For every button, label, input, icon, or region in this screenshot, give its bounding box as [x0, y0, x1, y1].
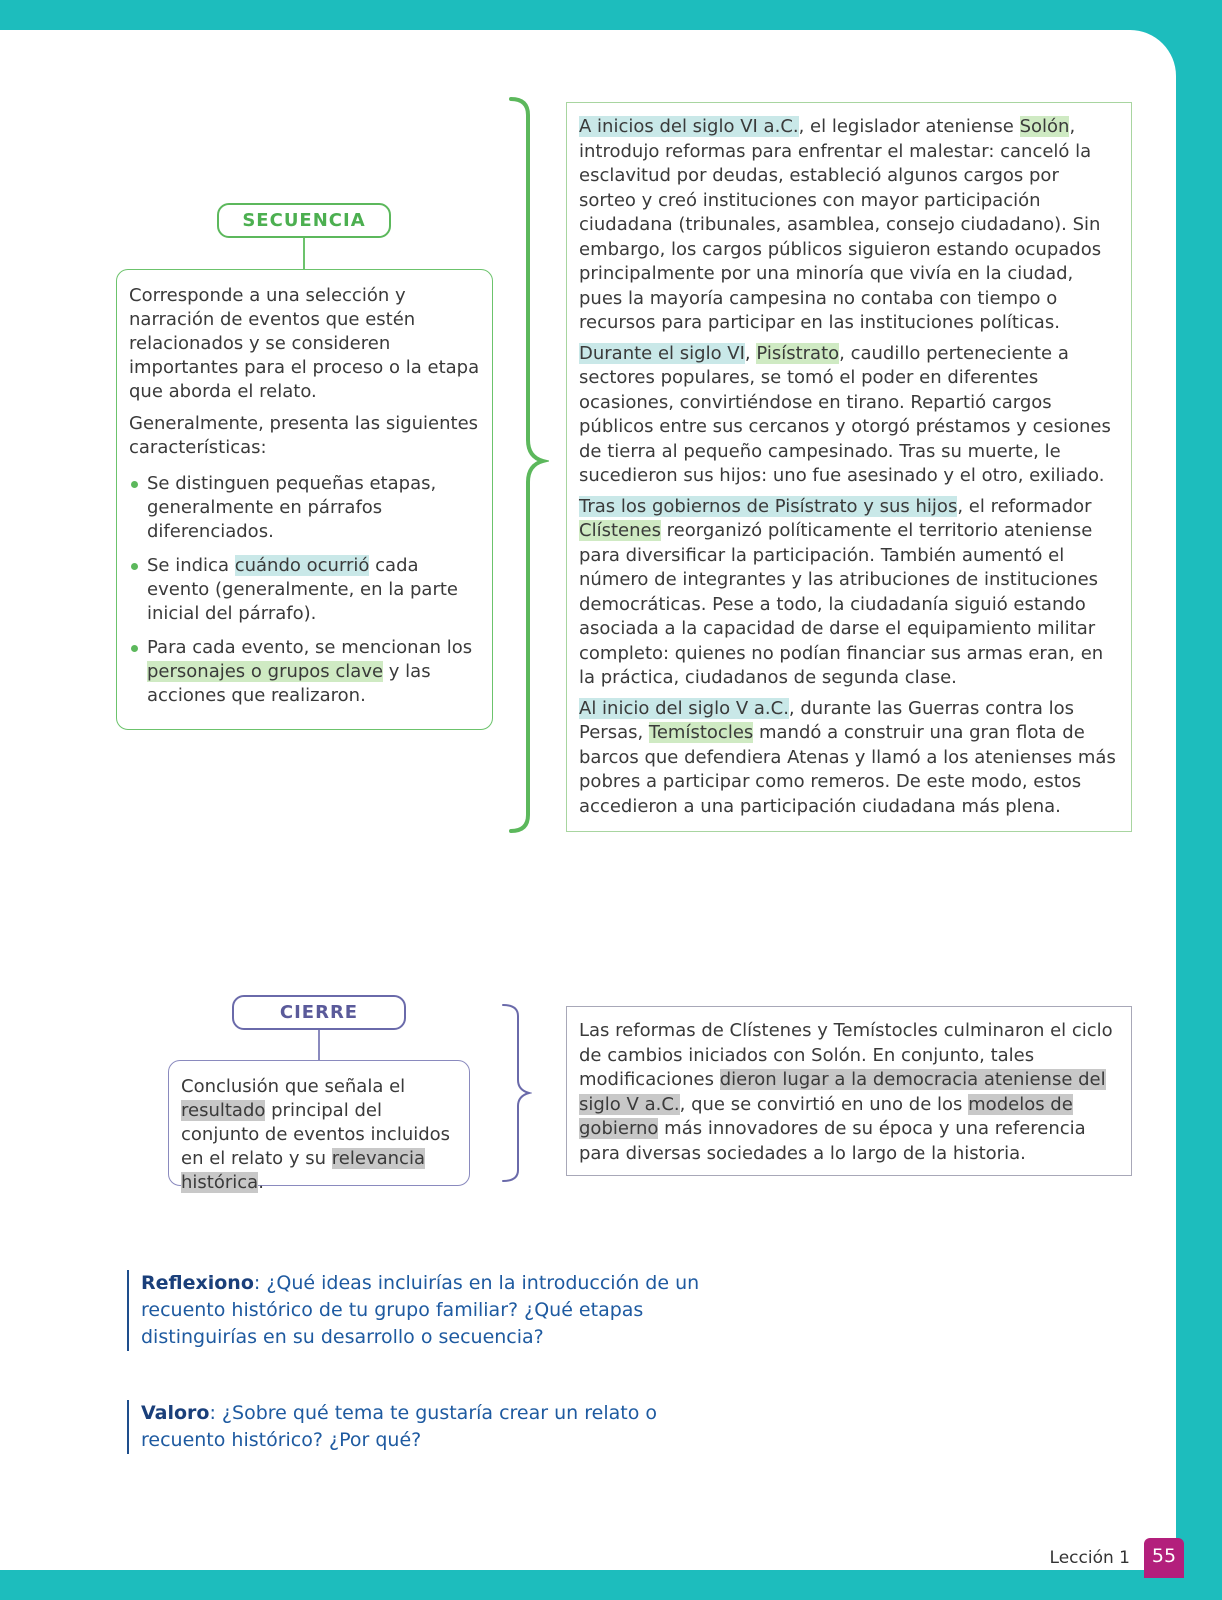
paragraph-temistocles: Al inicio del siglo V a.C., durante las Guerras contra los Persas, Temístocles mandó a construir una gran flota de barcos que defendiera Atenas y llamó a los atenienses más pobres a participar como remeros. De este modo, estos accedieron a una participación ciudadana más plena.: [579, 697, 1116, 817]
secuencia-definition: [116, 269, 493, 730]
valoro-prompt: Valoro: ¿Sobre qué tema te gustaría crear un relato o recuento histórico? ¿Por qué?: [127, 1400, 747, 1454]
secuencia-brace: [505, 95, 549, 837]
list-item: Para cada evento, se mencionan los personajes o grupos clave y las acciones que realizaron.: [129, 636, 480, 708]
characteristics-list: [129, 472, 480, 708]
secuencia-connector: [303, 238, 305, 270]
definition-general: Generalmente, presenta las siguientes características:: [129, 413, 479, 458]
paragraph-clistenes: Tras los gobiernos de Pisístrato y sus hijos, el reformador Clístenes reorganizó políticamente el territorio ateniense para diversificar la participación. También aumentó el número de integrantes y las atribuciones de instituciones democráticas. Pese a todo, la ciudadanía siguió estando asociada a la capacidad de darse el equipamiento militar completo: quienes no podían financiar sus armas eran, en la práctica, ciudadanos de segunda clase.: [579, 495, 1104, 688]
cierre-narrative: Las reformas de Clístenes y Temístocles culminaron el ciclo de cambios iniciados con Solón. En conjunto, tales modificaciones dieron lugar a la democracia ateniense del siglo V a.C., que se convirtió en uno de los modelos de gobierno más innovadores de su época y una referencia para diversas sociedades a lo largo de la historia.: [566, 1006, 1132, 1176]
reflexiono-prompt: Reflexiono: ¿Qué ideas incluirías en la introducción de un recuento histórico de tu grupo familiar? ¿Qué etapas distinguirías en su desarrollo o secuencia?: [127, 1270, 747, 1351]
highlight-when: cuándo ocurrió: [234, 555, 370, 576]
paragraph-pisistrato: Durante el siglo VI, Pisístrato, caudillo perteneciente a sectores populares, se tomó el poder en diferentes ocasiones, convirtiéndose en tirano. Repartió cargos públicos entre sus cercanos y otorgó préstamos y cesiones de tierra al pequeño campesinado. Tras su muerte, le sucedieron sus hijos: uno fue asesinado y el otro, exiliado.: [579, 342, 1111, 486]
highlight-characters: personajes o grupos clave: [147, 661, 384, 682]
cierre-brace: [500, 1002, 532, 1184]
page-number: 55: [1144, 1538, 1184, 1578]
definition-intro: Corresponde a una selección y narración de eventos que estén relacionados y se consideren importantes para el proceso o la etapa que aborda el relato.: [129, 285, 480, 402]
highlight-relevance: relevancia histórica: [181, 1148, 425, 1193]
list-item: Se indica cuándo ocurrió cada evento (generalmente, en la parte inicial del párrafo).: [129, 554, 480, 626]
reflexiono-label: Reflexiono: [141, 1272, 254, 1294]
paragraph-solon: A inicios del siglo VI a.C., el legislador ateniense Solón, introdujo reformas para enfrentar el malestar: canceló la esclavitud por deudas, estableció algunos cargos por sorteo y creó instituciones con mayor participación ciudadana (tribunales, asamblea, consejo ciudadano). Sin embargo, los cargos públicos siguieron estando ocupados principalmente por una minoría que vivía en la ciudad, pues la mayoría campesina no contaba con tiempo o recursos para participar en las instituciones políticas.: [579, 116, 1102, 333]
secuencia-narrative: [566, 102, 1132, 832]
valoro-label: Valoro: [141, 1402, 210, 1424]
secuencia-label: SECUENCIA: [217, 203, 391, 238]
cierre-connector: [318, 1030, 320, 1061]
cierre-definition: Conclusión que señala el resultado principal del conjunto de eventos incluidos en el relato y su relevancia histórica.: [168, 1060, 470, 1186]
cierre-label: CIERRE: [232, 995, 406, 1030]
lesson-label: Lección 1: [1049, 1548, 1130, 1568]
highlight-result: resultado: [181, 1100, 266, 1121]
list-item: Se distinguen pequeñas etapas, generalmente en párrafos diferenciados.: [129, 472, 480, 544]
